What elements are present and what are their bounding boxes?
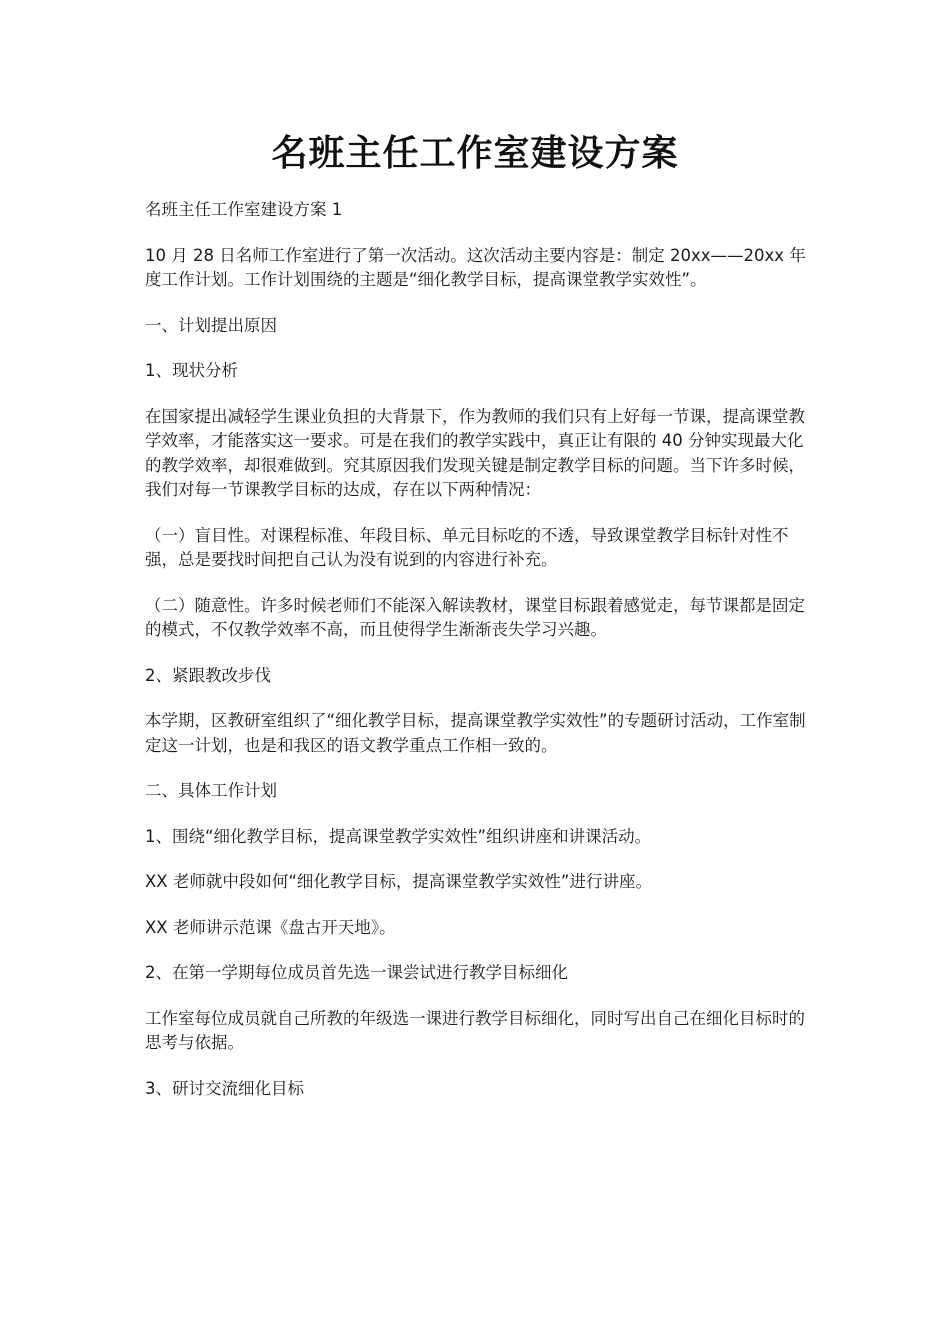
- subsection-heading: 1、现状分析: [145, 361, 238, 380]
- subsection-heading: 2、紧跟教改步伐: [145, 665, 271, 685]
- document-title: 名班主任工作室建设方案: [271, 132, 679, 174]
- body-paragraph: XX 老师讲示范课《盘古开天地》。: [145, 917, 396, 937]
- section-heading-1: 一、计划提出原因: [145, 315, 277, 335]
- section-heading-2: 二、具体工作计划: [145, 781, 277, 800]
- body-paragraph: 在国家提出减轻学生课业负担的大背景下，作为教师的我们只有上好每一节课，提高课堂教学效率，才能落实这一要求。可是在我们的教学实践中，真正让有限的 40 分钟实现最大化的教学效率，却很难做到。究其原因我们发现关键是制定教学目标的问题。当下许多时候，我们对每一节课教学目标的达成，存在以下两种情况：: [145, 406, 805, 499]
- body-paragraph: XX 老师就中段如何“细化教学目标，提高课堂教学实效性”进行讲座。: [145, 872, 652, 891]
- body-paragraph: 本学期，区教研室组织了“细化教学目标，提高课堂教学实效性”的专题研讨活动，工作室制定这一计划，也是和我区的语文教学重点工作相一致的。: [145, 711, 806, 755]
- plan-item: 2、在第一学期每位成员首先选一课尝试进行教学目标细化: [145, 963, 568, 982]
- body-paragraph: （一）盲目性。对课程标准、年段目标、单元目标吃的不透，导致课堂教学目标针对性不强，总是要找时间把自己认为没有说到的内容进行补充。: [145, 525, 789, 569]
- intro-paragraph: 10 月 28 日名师工作室进行了第一次活动。这次活动主要内容是：制定 20xx——20xx 年度工作计划。工作计划围绕的主题是“细化教学目标，提高课堂教学实效性”。: [145, 245, 806, 289]
- plan-item: 3、研讨交流细化目标: [145, 1078, 304, 1098]
- body-paragraph: （二）随意性。许多时候老师们不能深入解读教材，课堂目标跟着感觉走，每节课都是固定的模式，不仅教学效率不高，而且使得学生渐渐丧失学习兴趣。: [145, 595, 805, 639]
- document-body: [145, 198, 810, 1122]
- doc-subtitle: 名班主任工作室建设方案 1: [145, 200, 343, 219]
- plan-item: 1、围绕“细化教学目标，提高课堂教学实效性”组织讲座和讲课活动。: [145, 826, 652, 846]
- body-paragraph: 工作室每位成员就自己所教的年级选一课进行教学目标细化，同时写出自己在细化目标时的思考与依据。: [145, 1008, 805, 1052]
